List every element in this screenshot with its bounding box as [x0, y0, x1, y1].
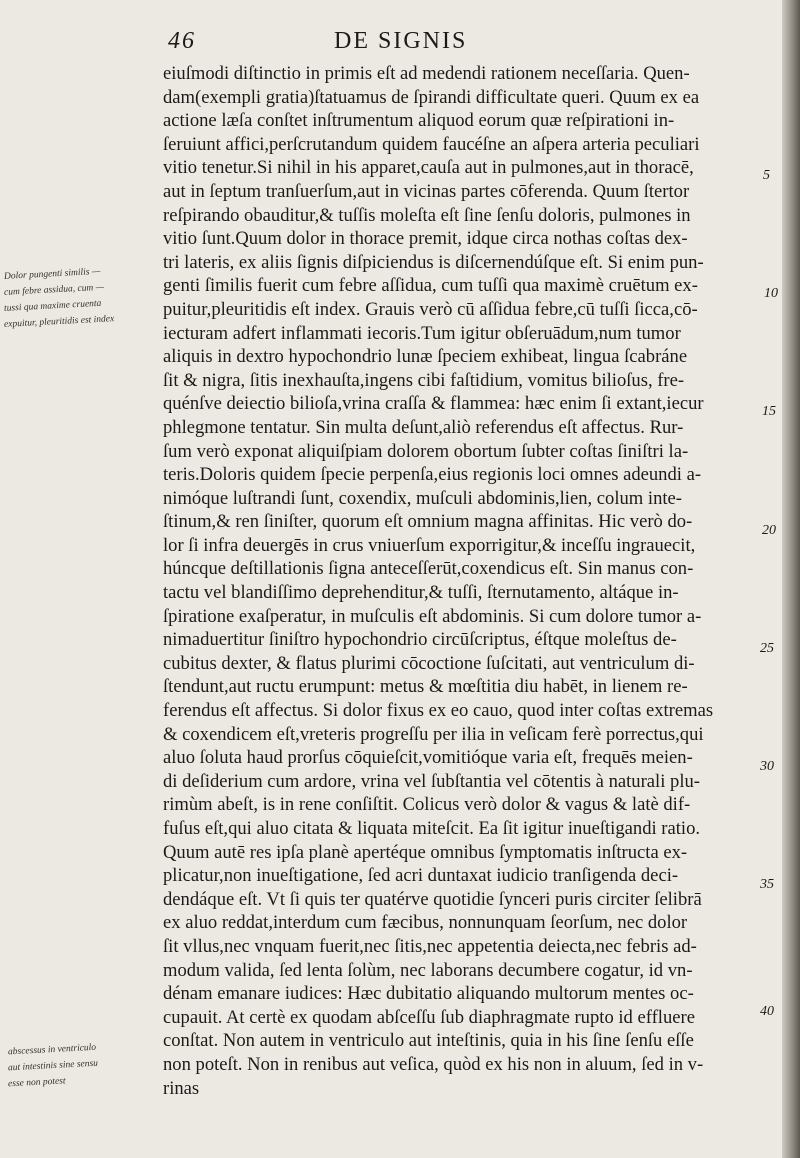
annotation-line: esse non potest	[7, 1076, 66, 1090]
text-line: ſtinum,& ren ſiniſter, quorum eſt omnium magna affinitas. Hic verò do-	[163, 511, 693, 533]
text-line: rinas	[163, 1077, 200, 1099]
annotation-line: tussi qua maxime cruenta	[3, 298, 102, 314]
text-line: húncque deſtillationis ſigna anteceſſerūt,coxendicus eſt. Sin manus con-	[163, 558, 694, 580]
text-line: aut in ſeptum tranſuerſum,aut in vicinas partes cōferenda. Quum ſtertor	[163, 180, 690, 202]
line-number: 25	[760, 641, 774, 656]
annotation-line: aut intestinis sine sensu	[7, 1058, 99, 1074]
text-line: fuſus eſt,qui aluo citata & liquata miteſcit. Ea ſit igitur inueſtigandi ratio.	[163, 818, 701, 839]
line-number: 10	[764, 286, 778, 301]
line-number: 5	[763, 168, 770, 183]
text-line: ſum verò exponat aliquiſpiam dolorem obortum ſubter coſtas ſiniſtri la-	[163, 440, 689, 462]
line-number: 30	[760, 759, 774, 774]
body-text	[163, 62, 761, 1124]
text-line: lor ſi infra deuergēs in crus vniuerſum exporrigitur,& inceſſu ingrauecit,	[163, 534, 696, 556]
annotation-line: expuitur, pleuritidis est index	[3, 314, 115, 330]
text-line: tactu vel blandiſſimo deprehenditur,& tuſſi, ſternutamento, altáque in-	[163, 582, 679, 604]
text-line: actione læſa conſtet inſtrumentum aliquod eorum quæ reſpirationi in-	[163, 110, 675, 132]
text-line: vitio tenetur.Si nihil in his apparet,cauſa aut in pulmones,aut in thoracē,	[163, 157, 694, 179]
text-line: di deſiderium cum ardore, vrina vel ſubſtantia vel cōtentis à naturali plu-	[163, 770, 700, 792]
annotation-line: cum febre assidua, cum —	[3, 282, 105, 298]
text-line: phlegmone tentatur. Sin multa deſunt,aliò referendus eſt affectus. Rur-	[163, 416, 684, 438]
text-line: cupauit. At certè ex quodam abſceſſu ſub diaphragmate rupto id effluere	[163, 1006, 695, 1028]
text-line: aliquis in dextro hypochondrio lunæ ſpeciem exhibeat, lingua ſcabráne	[163, 346, 688, 368]
text-line: plicatur,non inueſtigatione, ſed acri duntaxat iudicio tranſigenda deci-	[163, 865, 679, 887]
catchword	[163, 1100, 761, 1124]
margin-annotation-upper	[4, 266, 114, 330]
text-line: Quum autē res ipſa planè apertéque omnibus ſymptomatis inſtructa ex-	[163, 841, 688, 863]
text-line: genti ſimilis fuerit cum febre aſſidua, cum tuſſi qua maximè cruētum ex-	[163, 275, 698, 297]
text-line: ſit vllus,nec vnquam fuerit,nec ſitis,nec appetentia deiecta,nec febris ad-	[163, 935, 697, 957]
page-number: 46	[168, 28, 196, 54]
text-line: cubitus dexter, & flatus plurimi cōcoctione ſuſcitati, aut ventriculum di-	[163, 652, 695, 674]
text-line: vitio ſunt.Quum dolor in thorace premit, idque circa nothas coſtas dex-	[163, 228, 688, 250]
line-number: 35	[760, 877, 774, 892]
text-line: ſtendunt,aut ructu erumpunt: metus & mœſtitia diu habēt, in lienem re-	[163, 676, 688, 698]
text-line: reſpirando obauditur,& tuſſis moleſta eſt ſine ſenſu doloris, pulmones in	[163, 204, 691, 226]
text-line: tri lateris, ex aliis ſignis diſpiciendus is diſcernendúſque eſt. Si enim pun-	[163, 251, 704, 273]
text-line: ex aluo reddat,interdum cum fæcibus, nonnunquam ſeorſum, nec dolor	[163, 912, 688, 934]
text-line: ferendus eſt affectus. Si dolor fixus ex eo cauo, quod inter coſtas extremas	[163, 700, 714, 722]
text-line: modum valida, ſed lenta ſolùm, nec laborans decumbere cogatur, id vn-	[163, 959, 693, 981]
running-header	[168, 28, 467, 55]
text-line: ſpiratione exaſperatur, in muſculis eſt abdominis. Si cum dolore tumor a-	[163, 605, 702, 627]
text-line: eiuſmodi diſtinctio in primis eſt ad medendi rationem neceſſaria. Quen-	[163, 63, 690, 84]
text-line: puitur,pleuritidis eſt index. Grauis verò cū aſſidua febre,cū tuſſi ſicca,cō-	[163, 298, 698, 320]
line-number: 20	[762, 523, 776, 538]
text-line: nimaduertitur ſiniſtro hypochondrio circūſcriptus, éſtque moleſtus de-	[163, 629, 677, 651]
text-line: ſit & nigra, ſitis inexhauſta,ingens cibi faſtidium, vomitus bilioſus, fre-	[163, 369, 685, 391]
line-number: 15	[762, 404, 776, 419]
text-line: rimùm abeſt, is in rene conſiſtit. Colicus verò dolor & vagus & latè dif-	[163, 794, 691, 816]
running-title: DE SIGNIS	[334, 28, 468, 54]
text-line: ſeruiunt affici,perſcrutandum quidem faucéſne an aſpera arteria peculiari	[163, 133, 700, 155]
text-line: & coxendicem eſt,vreteris progreſſu per ilia in veſicam ferè porrectus,qui	[163, 723, 704, 745]
text-line: iecturam adfert inflammati iecoris.Tum igitur obſeruādum,num tumor	[163, 322, 681, 344]
annotation-line: abscessus in ventriculo	[7, 1042, 97, 1058]
text-line: dam(exempli gratia)ſtatuamus de ſpirandi difficultate queri. Quum ex ea	[163, 86, 700, 108]
text-line: quénſve deiectio bilioſa,vrina craſſa & flammea: hæc enim ſi extant,iecur	[163, 393, 704, 415]
text-line: teris.Doloris quidem ſpecie perpenſa,eius regionis loci omnes adeundi a-	[163, 464, 702, 486]
line-number: 40	[760, 1004, 774, 1019]
text-line: conſtat. Non autem in ventriculo aut inteſtinis, quia in his ſine ſenſu eſſe	[163, 1030, 694, 1052]
text-line: non poteſt. Non in renibus aut veſica, quòd ex his non in aluum, ſed in v-	[163, 1053, 704, 1075]
text-line: aluo ſoluta haud prorſus cōquieſcit,vomitióque varia eſt, frequēs meien-	[163, 747, 693, 769]
text-line: dendáque eſt. Vt ſi quis ter quatérve quotidie ſynceri puris circiter ſelibrā	[163, 888, 702, 910]
margin-annotation-lower	[8, 1042, 98, 1090]
text-line: nimóque luſtrandi ſunt, coxendix, muſculi abdominis,lien, colum inte-	[163, 487, 682, 509]
book-edge-shadow	[782, 0, 800, 1158]
annotation-line: Dolor pungenti similis —	[3, 266, 101, 282]
text-line: dénam emanare iudices: Hæc dubitatio aliquando multorum mentes oc-	[163, 983, 694, 1005]
